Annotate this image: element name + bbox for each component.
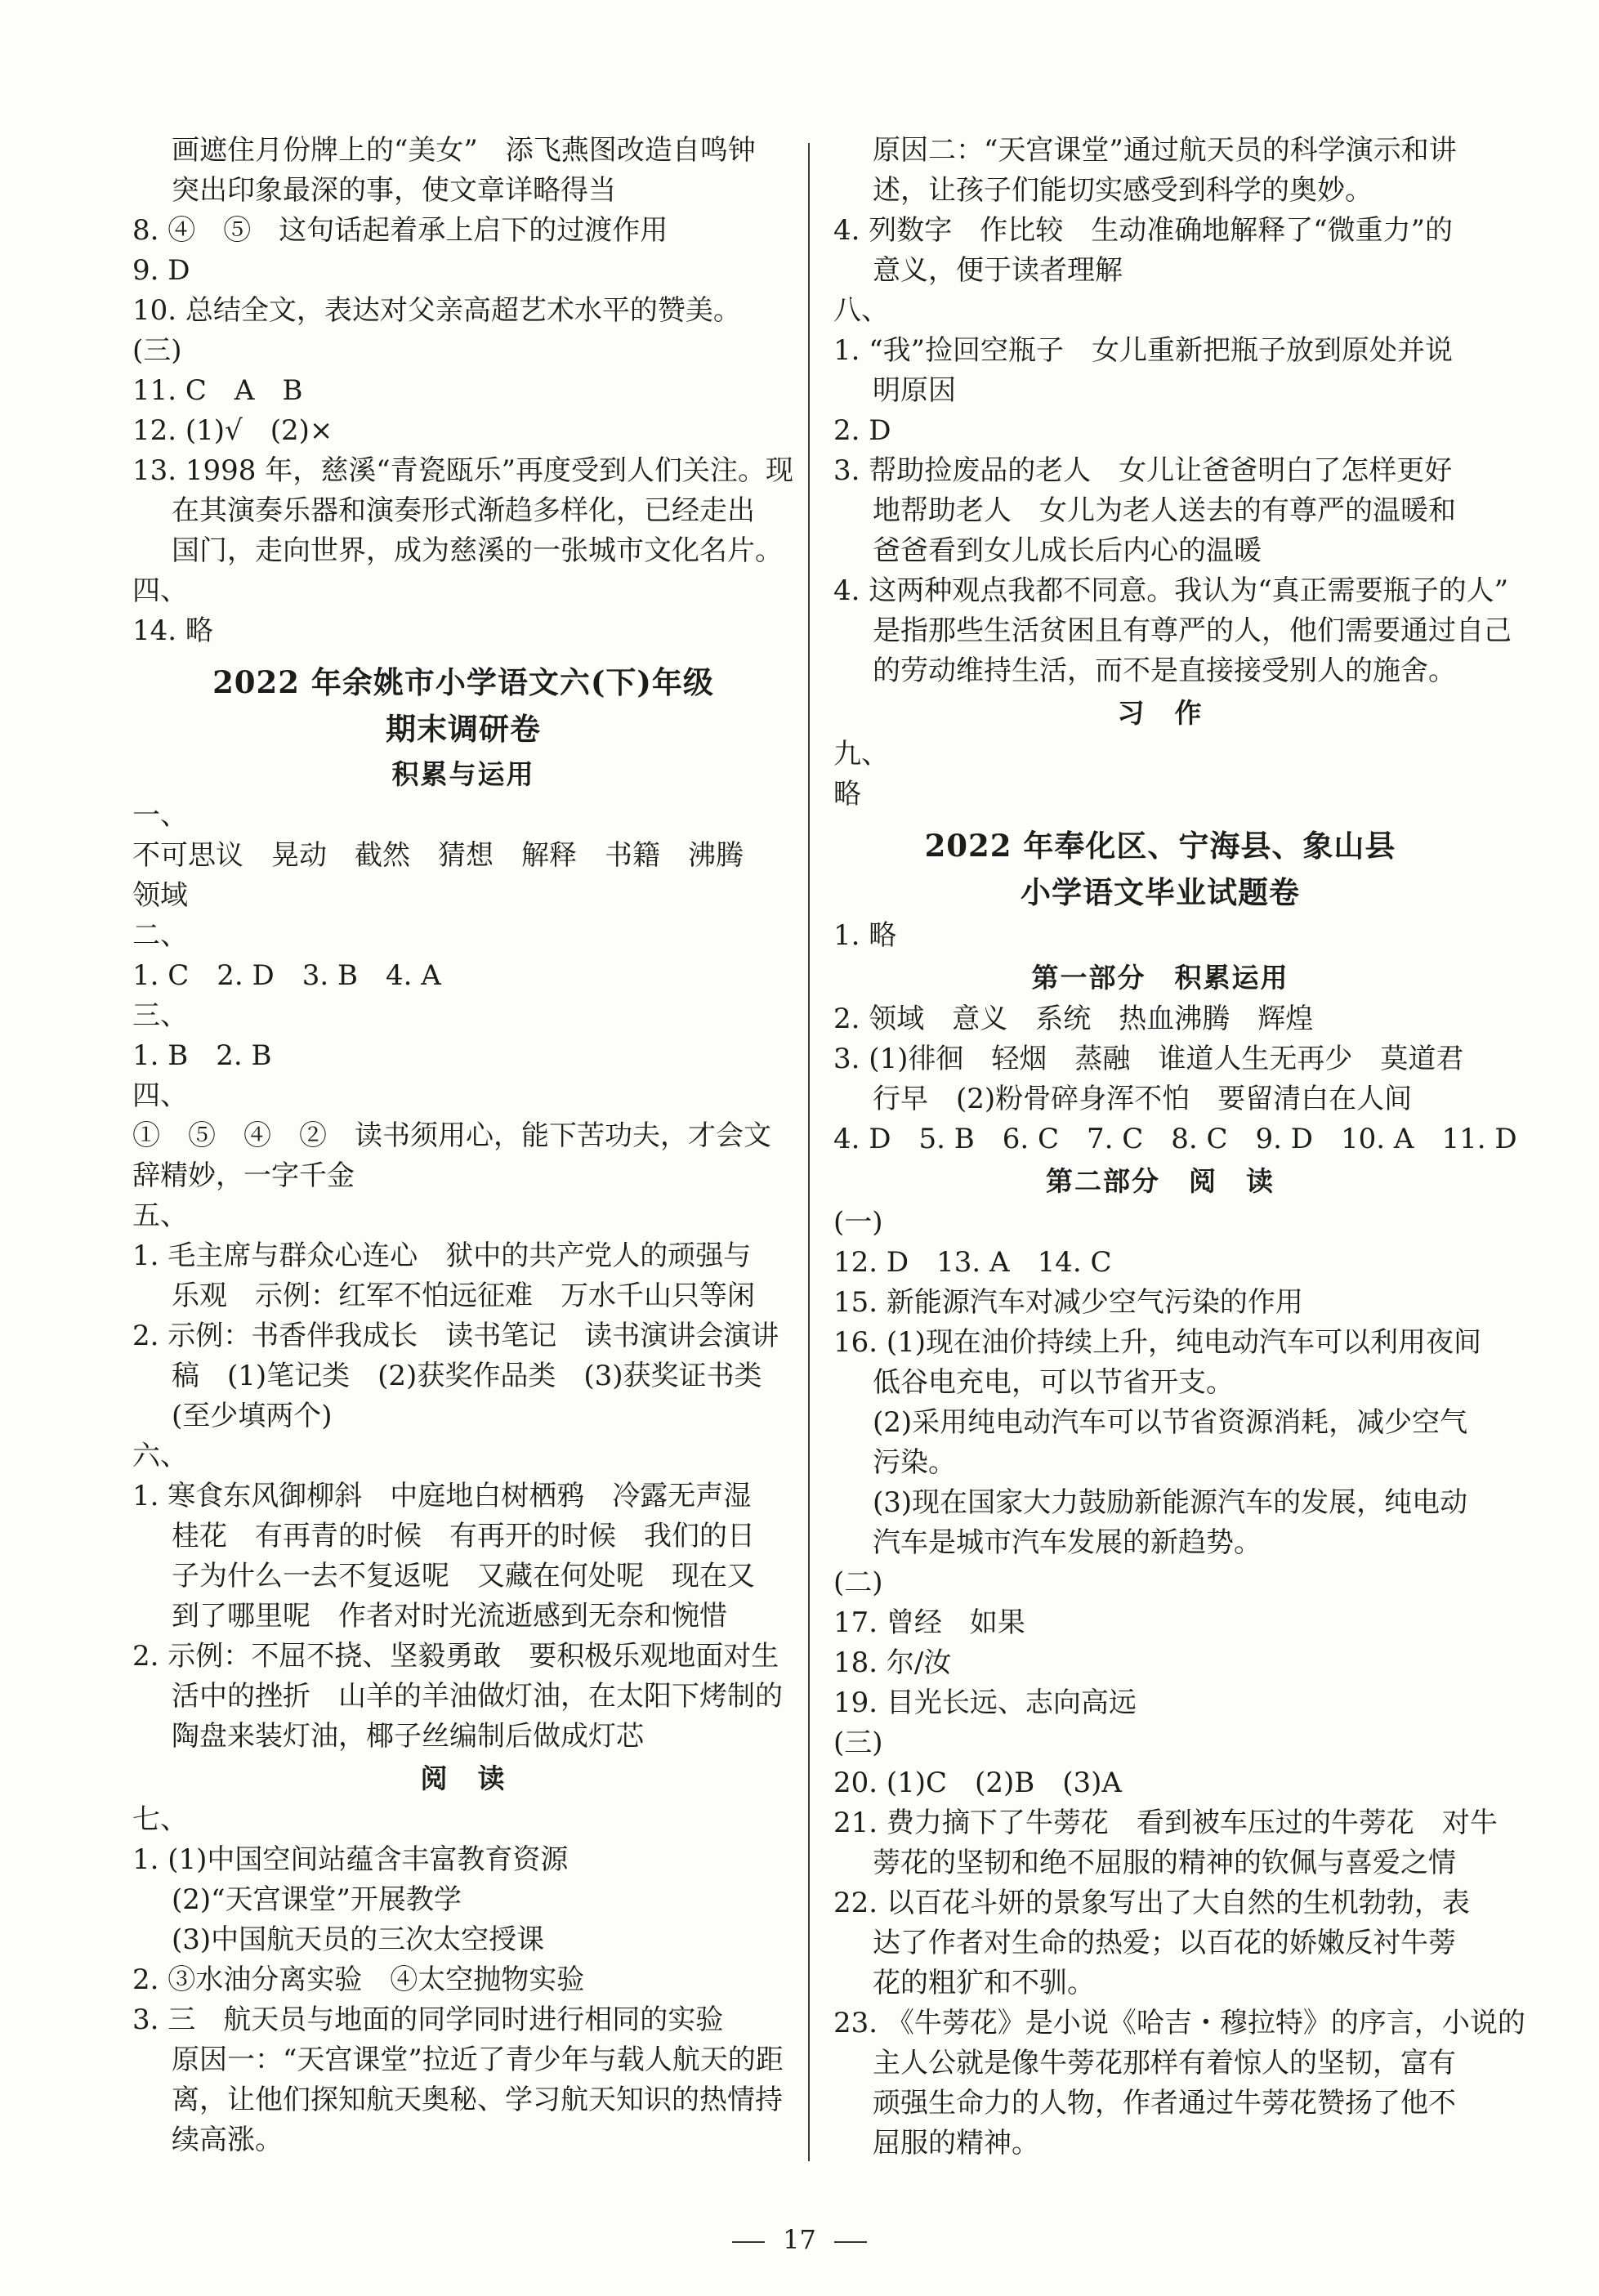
answer-line: 活中的挫折 山羊的羊油做灯油，在太阳下烤制的 [172, 1680, 783, 1713]
left-column [132, 131, 794, 2160]
answer-line: 汽车是城市汽车发展的新趋势。 [873, 1526, 1262, 1559]
answer-line: 1. “我”捡回空瓶子 女儿重新把瓶子放到原处并说 [833, 334, 1454, 367]
answer-line: 达了作者对生命的热爱；以百花的娇嫩反衬牛蒡 [873, 1927, 1456, 1959]
answer-line: 10. 总结全文，表达对父亲高超艺术水平的赞美。 [132, 294, 741, 327]
answer-line: 述，让孩子们能切实感受到科学的奥妙。 [873, 174, 1373, 207]
section-title: 期末调研卷 [386, 711, 541, 747]
answer-line: 离，让他们探知航天奥秘、学习航天知识的热情持 [172, 2084, 783, 2116]
answer-line: 14. 略 [132, 614, 213, 647]
answer-line: 3. 帮助捡废品的老人 女儿让爸爸明白了怎样更好 [833, 454, 1453, 487]
answer-line: (2)采用纯电动汽车可以节省资源消耗，减少空气 [873, 1406, 1468, 1439]
answer-line: 地帮助老人 女儿为老人送去的有尊严的温暖和 [873, 494, 1456, 527]
answer-line: 八、 [833, 294, 889, 327]
answer-line: 在其演奏乐器和演奏形式渐趋多样化，已经走出 [172, 494, 755, 527]
answer-line: 桂花 有再青的时候 有再开的时候 我们的日 [172, 1520, 755, 1552]
answer-line: 乐观 示例：红军不怕远征难 万水千山只等闲 [172, 1280, 755, 1312]
answer-line: 辞精妙，一字千金 [132, 1159, 355, 1192]
answer-line: ① ⑤ ④ ② 读书须用心，能下苦功夫，才会文 [132, 1119, 771, 1152]
section-subtitle: 阅 读 [420, 1762, 507, 1794]
answer-line: 子为什么一去不复返呢 又藏在何处呢 现在又 [172, 1560, 755, 1592]
answer-line: 20. (1)C (2)B (3)A [833, 1767, 1122, 1799]
answer-line: 16. (1)现在油价持续上升，纯电动汽车可以利用夜间 [833, 1326, 1482, 1359]
answer-line: 22. 以百花斗妍的景象写出了大自然的生机勃勃，表 [833, 1887, 1470, 1919]
answer-line: (三) [833, 1726, 883, 1759]
answer-line: 1. C 2. D 3. B 4. A [132, 959, 441, 992]
answer-line: (2)“天宫课堂”开展教学 [172, 1883, 462, 1916]
answer-line: 二、 [132, 919, 188, 952]
answer-line: 稿 (1)笔记类 (2)获奖作品类 (3)获奖证书类 [172, 1360, 762, 1392]
answer-line: 11. C A B [132, 374, 303, 407]
answer-line: 12. (1)√ (2)× [132, 414, 333, 447]
answer-line: 19. 目光长远、志向高远 [833, 1686, 1137, 1719]
answer-line: 4. D 5. B 6. C 7. C 8. C 9. D 10. A 11. D [833, 1123, 1517, 1155]
answer-line: 三、 [132, 999, 188, 1032]
answer-line: 2. 领域 意义 系统 热血沸腾 辉煌 [833, 1003, 1314, 1035]
answer-line: 屈服的精神。 [873, 2127, 1039, 2160]
answer-line: 2. ③水油分离实验 ④太空抛物实验 [132, 1963, 585, 1996]
page-number: 17 [783, 2224, 816, 2255]
answer-line: 18. 尔/汝 [833, 1646, 952, 1679]
answer-line: 17. 曾经 如果 [833, 1606, 1025, 1639]
answer-line: 1. (1)中国空间站蕴含丰富教育资源 [132, 1843, 569, 1876]
answer-line: 九、 [833, 738, 889, 771]
answer-line: (三) [132, 334, 182, 367]
answer-line: 画遮住月份牌上的“美女” 添飞燕图改造自鸣钟 [172, 134, 756, 167]
answer-line: 4. 这两种观点我都不同意。我认为“真正需要瓶子的人” [833, 574, 1509, 607]
answer-line: 污染。 [873, 1446, 956, 1479]
answer-line: (至少填两个) [172, 1400, 333, 1432]
answer-line: 低谷电充电，可以节省开支。 [873, 1366, 1234, 1399]
answer-line: 略 [833, 778, 861, 811]
answer-line: 顽强生命力的人物，作者通过牛蒡花赞扬了他不 [873, 2087, 1456, 2120]
answer-line: 爸爸看到女儿成长后内心的温暖 [873, 534, 1262, 567]
answer-line: 9. D [132, 254, 190, 287]
section-subtitle: 第一部分 积累运用 [1031, 962, 1289, 994]
answer-line: 2. 示例：不屈不挠、坚毅勇敢 要积极乐观地面对生 [132, 1640, 779, 1673]
section-subtitle: 第二部分 阅 读 [1046, 1165, 1275, 1197]
answer-line: 23. 《牛蒡花》是小说《哈吉・穆拉特》的序言，小说的 [833, 2007, 1525, 2039]
answer-line: 1. B 2. B [132, 1039, 272, 1072]
answer-line: 六、 [132, 1440, 188, 1472]
footer-dash-left [732, 2241, 765, 2243]
answer-line: 四、 [132, 574, 188, 607]
answer-line: 意义，便于读者理解 [873, 254, 1123, 287]
answer-line: 4. 列数字 作比较 生动准确地解释了“微重力”的 [833, 214, 1454, 247]
answer-line: 五、 [132, 1199, 188, 1232]
footer-dash-right [834, 2241, 867, 2243]
section-title: 2022 年余姚市小学语文六(下)年级 [212, 664, 714, 700]
answer-line: 3. 三 航天员与地面的同学同时进行相同的实验 [132, 2003, 724, 2036]
answer-line: 行早 (2)粉骨碎身浑不怕 要留清白在人间 [873, 1083, 1413, 1115]
answer-line: 12. D 13. A 14. C [833, 1246, 1112, 1279]
section-title: 小学语文毕业试题卷 [1021, 874, 1300, 910]
answer-line: 1. 毛主席与群众心连心 狱中的共产党人的顽强与 [132, 1240, 752, 1272]
answer-line: 8. ④ ⑤ 这句话起着承上启下的过渡作用 [132, 214, 668, 247]
answer-line: 是指那些生活贫困且有尊严的人，他们需要通过自己 [873, 614, 1512, 647]
answer-line: 续高涨。 [172, 2124, 283, 2156]
answer-line: 主人公就是像牛蒡花那样有着惊人的坚韧，富有 [873, 2047, 1456, 2079]
answer-line: 突出印象最深的事，使文章详略得当 [172, 174, 616, 207]
page-footer [0, 2224, 1599, 2255]
answer-line: (3)中国航天员的三次太空授课 [172, 1923, 545, 1956]
answer-line: 13. 1998 年，慈溪“青瓷瓯乐”再度受到人们关注。现 [132, 454, 793, 487]
answer-line: 21. 费力摘下了牛蒡花 看到被车压过的牛蒡花 对牛 [833, 1807, 1498, 1839]
answer-line: 原因二：“天宫课堂”通过航天员的科学演示和讲 [873, 134, 1457, 167]
answer-line: 明原因 [873, 374, 956, 407]
section-title: 2022 年奉化区、宁海县、象山县 [924, 828, 1396, 864]
answer-line: (3)现在国家大力鼓励新能源汽车的发展，纯电动 [873, 1486, 1468, 1519]
answer-line: 蒡花的坚韧和绝不屈服的精神的钦佩与喜爱之情 [873, 1847, 1456, 1879]
answer-line: 原因一：“天宫课堂”拉近了青少年与载人航天的距 [172, 2044, 784, 2076]
answer-line: 到了哪里呢 作者对时光流逝感到无奈和惋惜 [172, 1600, 727, 1633]
answer-line: 15. 新能源汽车对减少空气污染的作用 [833, 1286, 1303, 1319]
answer-line: 花的粗犷和不驯。 [873, 1967, 1095, 1999]
section-subtitle: 积累与运用 [391, 758, 535, 790]
answer-line: 不可思议 晃动 截然 猜想 解释 书籍 沸腾 [132, 839, 744, 872]
answer-line: 七、 [132, 1803, 188, 1836]
answer-line: (二) [833, 1566, 883, 1599]
answer-line: 1. 寒食东风御柳斜 中庭地白树栖鸦 冷露无声湿 [132, 1480, 752, 1512]
right-column [833, 131, 1525, 2164]
answer-line: 3. (1)徘徊 轻烟 蒸融 谁道人生无再少 莫道君 [833, 1043, 1464, 1075]
answer-line: 的劳动维持生活，而不是直接接受别人的施舍。 [873, 654, 1456, 687]
answer-line: 1. 略 [833, 919, 897, 952]
answer-line: 2. D [833, 414, 891, 447]
answer-line: 国门，走向世界，成为慈溪的一张城市文化名片。 [172, 534, 783, 567]
answer-line: 2. 示例：书香伴我成长 读书笔记 读书演讲会演讲 [132, 1320, 779, 1352]
column-divider [808, 143, 810, 2161]
answer-line: 陶盘来装灯油，椰子丝编制后做成灯芯 [172, 1720, 644, 1753]
answer-line: 四、 [132, 1079, 188, 1112]
section-subtitle: 习 作 [1117, 697, 1204, 729]
answer-line: 一、 [132, 799, 188, 832]
answer-line: 领域 [132, 879, 188, 912]
answer-line: (一) [833, 1206, 883, 1239]
